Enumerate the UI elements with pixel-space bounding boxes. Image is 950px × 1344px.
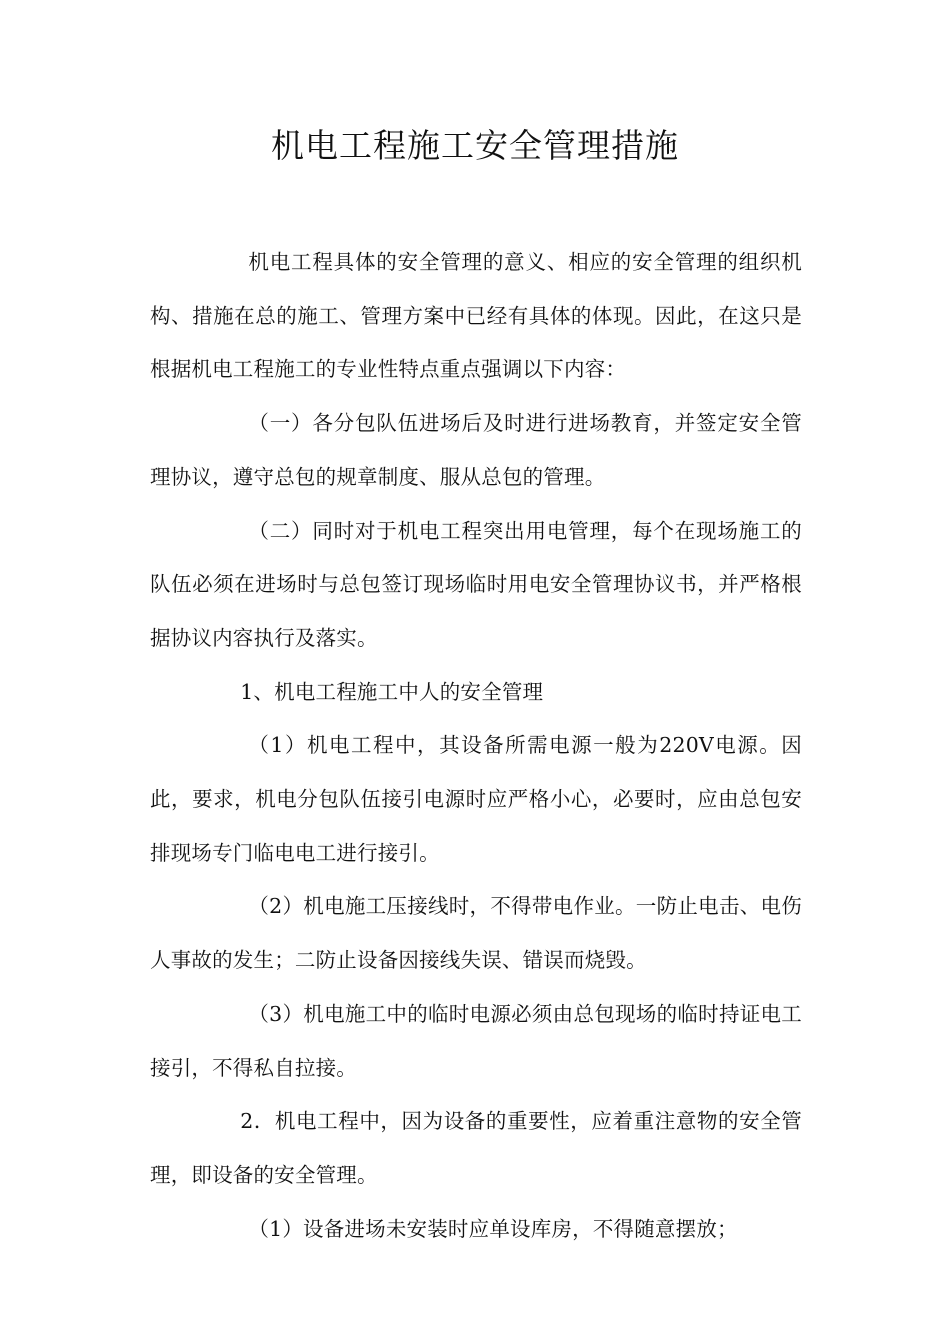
paragraph-intro: 机电工程具体的安全管理的意义、相应的安全管理的组织机构、措施在总的施工、管理方案中已经有具体的体现。因此，在这只是根据机电工程施工的专业性特点重点强调以下内容： [150, 250, 802, 382]
section-heading-1: 1、机电工程施工中人的安全管理 [240, 679, 544, 704]
paragraph-1-3: （3）机电施工中的临时电源必须由总包现场的临时持证电工接引，不得私自拉接。 [150, 1001, 802, 1080]
paragraph-item-2: （二）同时对于机电工程突出用电管理，每个在现场施工的队伍必须在进场时与总包签订现场临时用电安全管理协议书，并严格根据协议内容执行及落实。 [150, 518, 802, 650]
document-title: 机电工程施工安全管理措施 [271, 126, 679, 165]
paragraph-2-1: （1）设备进场未安装时应单设库房，不得随意摆放； [248, 1216, 738, 1241]
paragraph-1-2: （2）机电施工压接线时，不得带电作业。一防止电击、电伤人事故的发生；二防止设备因接线失误、错误而烧毁。 [150, 894, 802, 973]
paragraph-1-1: （1）机电工程中，其设备所需电源一般为220V电源。因此，要求，机电分包队伍接引电源时应严格小心，必要时，应由总包安排现场专门临电电工进行接引。 [150, 733, 802, 865]
document-body [150, 236, 802, 1256]
paragraph-item-1: （一）各分包队伍进场后及时进行进场教育，并签定安全管理协议，遵守总包的规章制度、服从总包的管理。 [150, 411, 802, 489]
section-heading-2: 2．机电工程中，因为设备的重要性，应着重注意物的安全管理，即设备的安全管理。 [150, 1109, 802, 1187]
